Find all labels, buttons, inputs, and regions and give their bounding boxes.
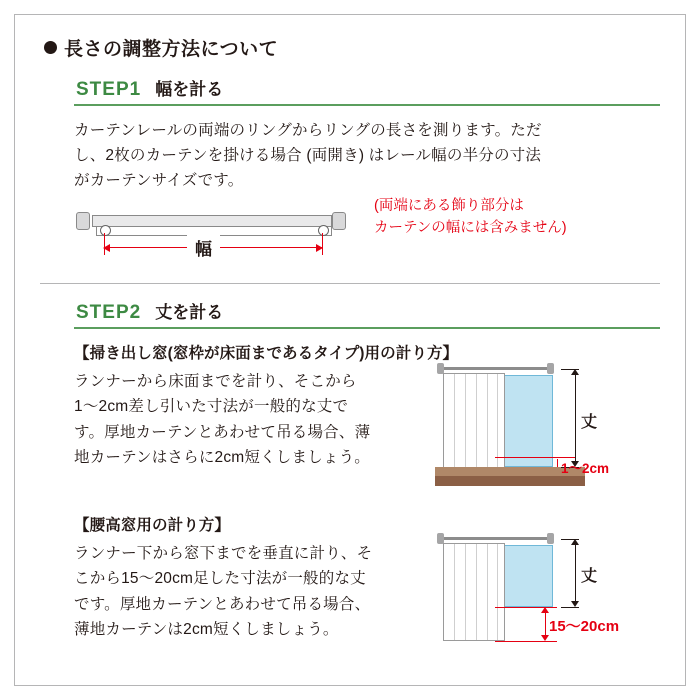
curtain-rail bbox=[92, 215, 332, 227]
length-label-high: 丈 bbox=[581, 568, 598, 586]
curtain-rod-icon-2 bbox=[441, 537, 553, 540]
step2-label: STEP2 bbox=[76, 302, 142, 324]
length-arrow-up-2 bbox=[571, 539, 579, 545]
rail-cap-right-icon bbox=[332, 212, 346, 230]
gap-label-floor: 1〜2cm bbox=[561, 461, 610, 477]
step2-section-high-window bbox=[40, 513, 660, 663]
curtain-panel-2 bbox=[443, 543, 505, 641]
floor-edge bbox=[435, 476, 585, 486]
content bbox=[22, 18, 678, 663]
step1-title: 幅を計る bbox=[155, 80, 224, 99]
length-dimension-line bbox=[575, 373, 576, 463]
step1-red-note-line2: カーテンの幅には含みません) bbox=[374, 219, 567, 236]
step2-section-floor-window bbox=[40, 341, 660, 501]
dim-guide-bottom-2 bbox=[561, 607, 579, 608]
step1-red-note bbox=[374, 196, 634, 240]
high-window-body: ランナー下から窓下までを垂直に計り、そこから15〜20cm足した寸法が一般的な丈です。厚地カーテンとあわせて吊る場合、薄地カーテンは2cm短くしましょう。 bbox=[74, 545, 373, 638]
length-arrow-up bbox=[571, 369, 579, 375]
step1-section bbox=[40, 75, 660, 269]
drop-guide-bottom bbox=[495, 641, 557, 642]
length-arrow-down-2 bbox=[571, 601, 579, 607]
bullet-icon bbox=[44, 41, 57, 54]
gap-dimension-line bbox=[557, 459, 558, 467]
floor-window-figure bbox=[435, 361, 650, 496]
curtain-rod-icon bbox=[441, 367, 553, 370]
high-window-figure bbox=[435, 531, 650, 671]
step1-heading bbox=[74, 75, 660, 106]
step2-heading bbox=[74, 298, 660, 329]
drop-arrow-up bbox=[541, 607, 549, 613]
rail-cap-left-icon bbox=[76, 212, 90, 230]
floor-window-body: ランナーから床面までを計り、そこから1〜2cm差し引いた寸法が一般的な丈です。厚地カーテンとあわせて吊る場合、薄地カーテンはさらに2cm短くしましょう。 bbox=[74, 373, 371, 466]
step2-section bbox=[40, 298, 660, 663]
step2-title: 丈を計る bbox=[155, 303, 224, 323]
step1-rail-diagram bbox=[74, 203, 374, 269]
floor-window-heading: 【掃き出し窓(窓枠が床面まであるタイプ)用の計り方】 bbox=[74, 345, 459, 363]
length-dimension-line-2 bbox=[575, 543, 576, 603]
width-dimension-label: 幅 bbox=[187, 235, 220, 260]
page-title-text: 長さの調整方法について bbox=[64, 39, 279, 60]
rod-finial-right-icon-2 bbox=[547, 533, 554, 544]
step1-red-note-line1: (両端にある飾り部分は bbox=[374, 198, 524, 214]
step1-label: STEP1 bbox=[76, 79, 142, 100]
length-label-floor: 丈 bbox=[581, 414, 598, 432]
drop-label-high: 15〜20cm bbox=[549, 618, 620, 636]
step1-body: カーテンレールの両端のリングからリングの長さを測ります。ただし、2枚のカーテンを掛ける場合 (両開き) はレール幅の半分の寸法がカーテンサイズです。 bbox=[74, 122, 542, 190]
rod-finial-right-icon bbox=[547, 363, 554, 374]
high-window-heading: 【腰高窓用の計り方】 bbox=[74, 517, 231, 535]
drop-arrow-down bbox=[541, 635, 549, 641]
curtain-panel bbox=[443, 373, 505, 469]
section-divider-1 bbox=[40, 283, 660, 284]
page-title bbox=[44, 34, 660, 61]
